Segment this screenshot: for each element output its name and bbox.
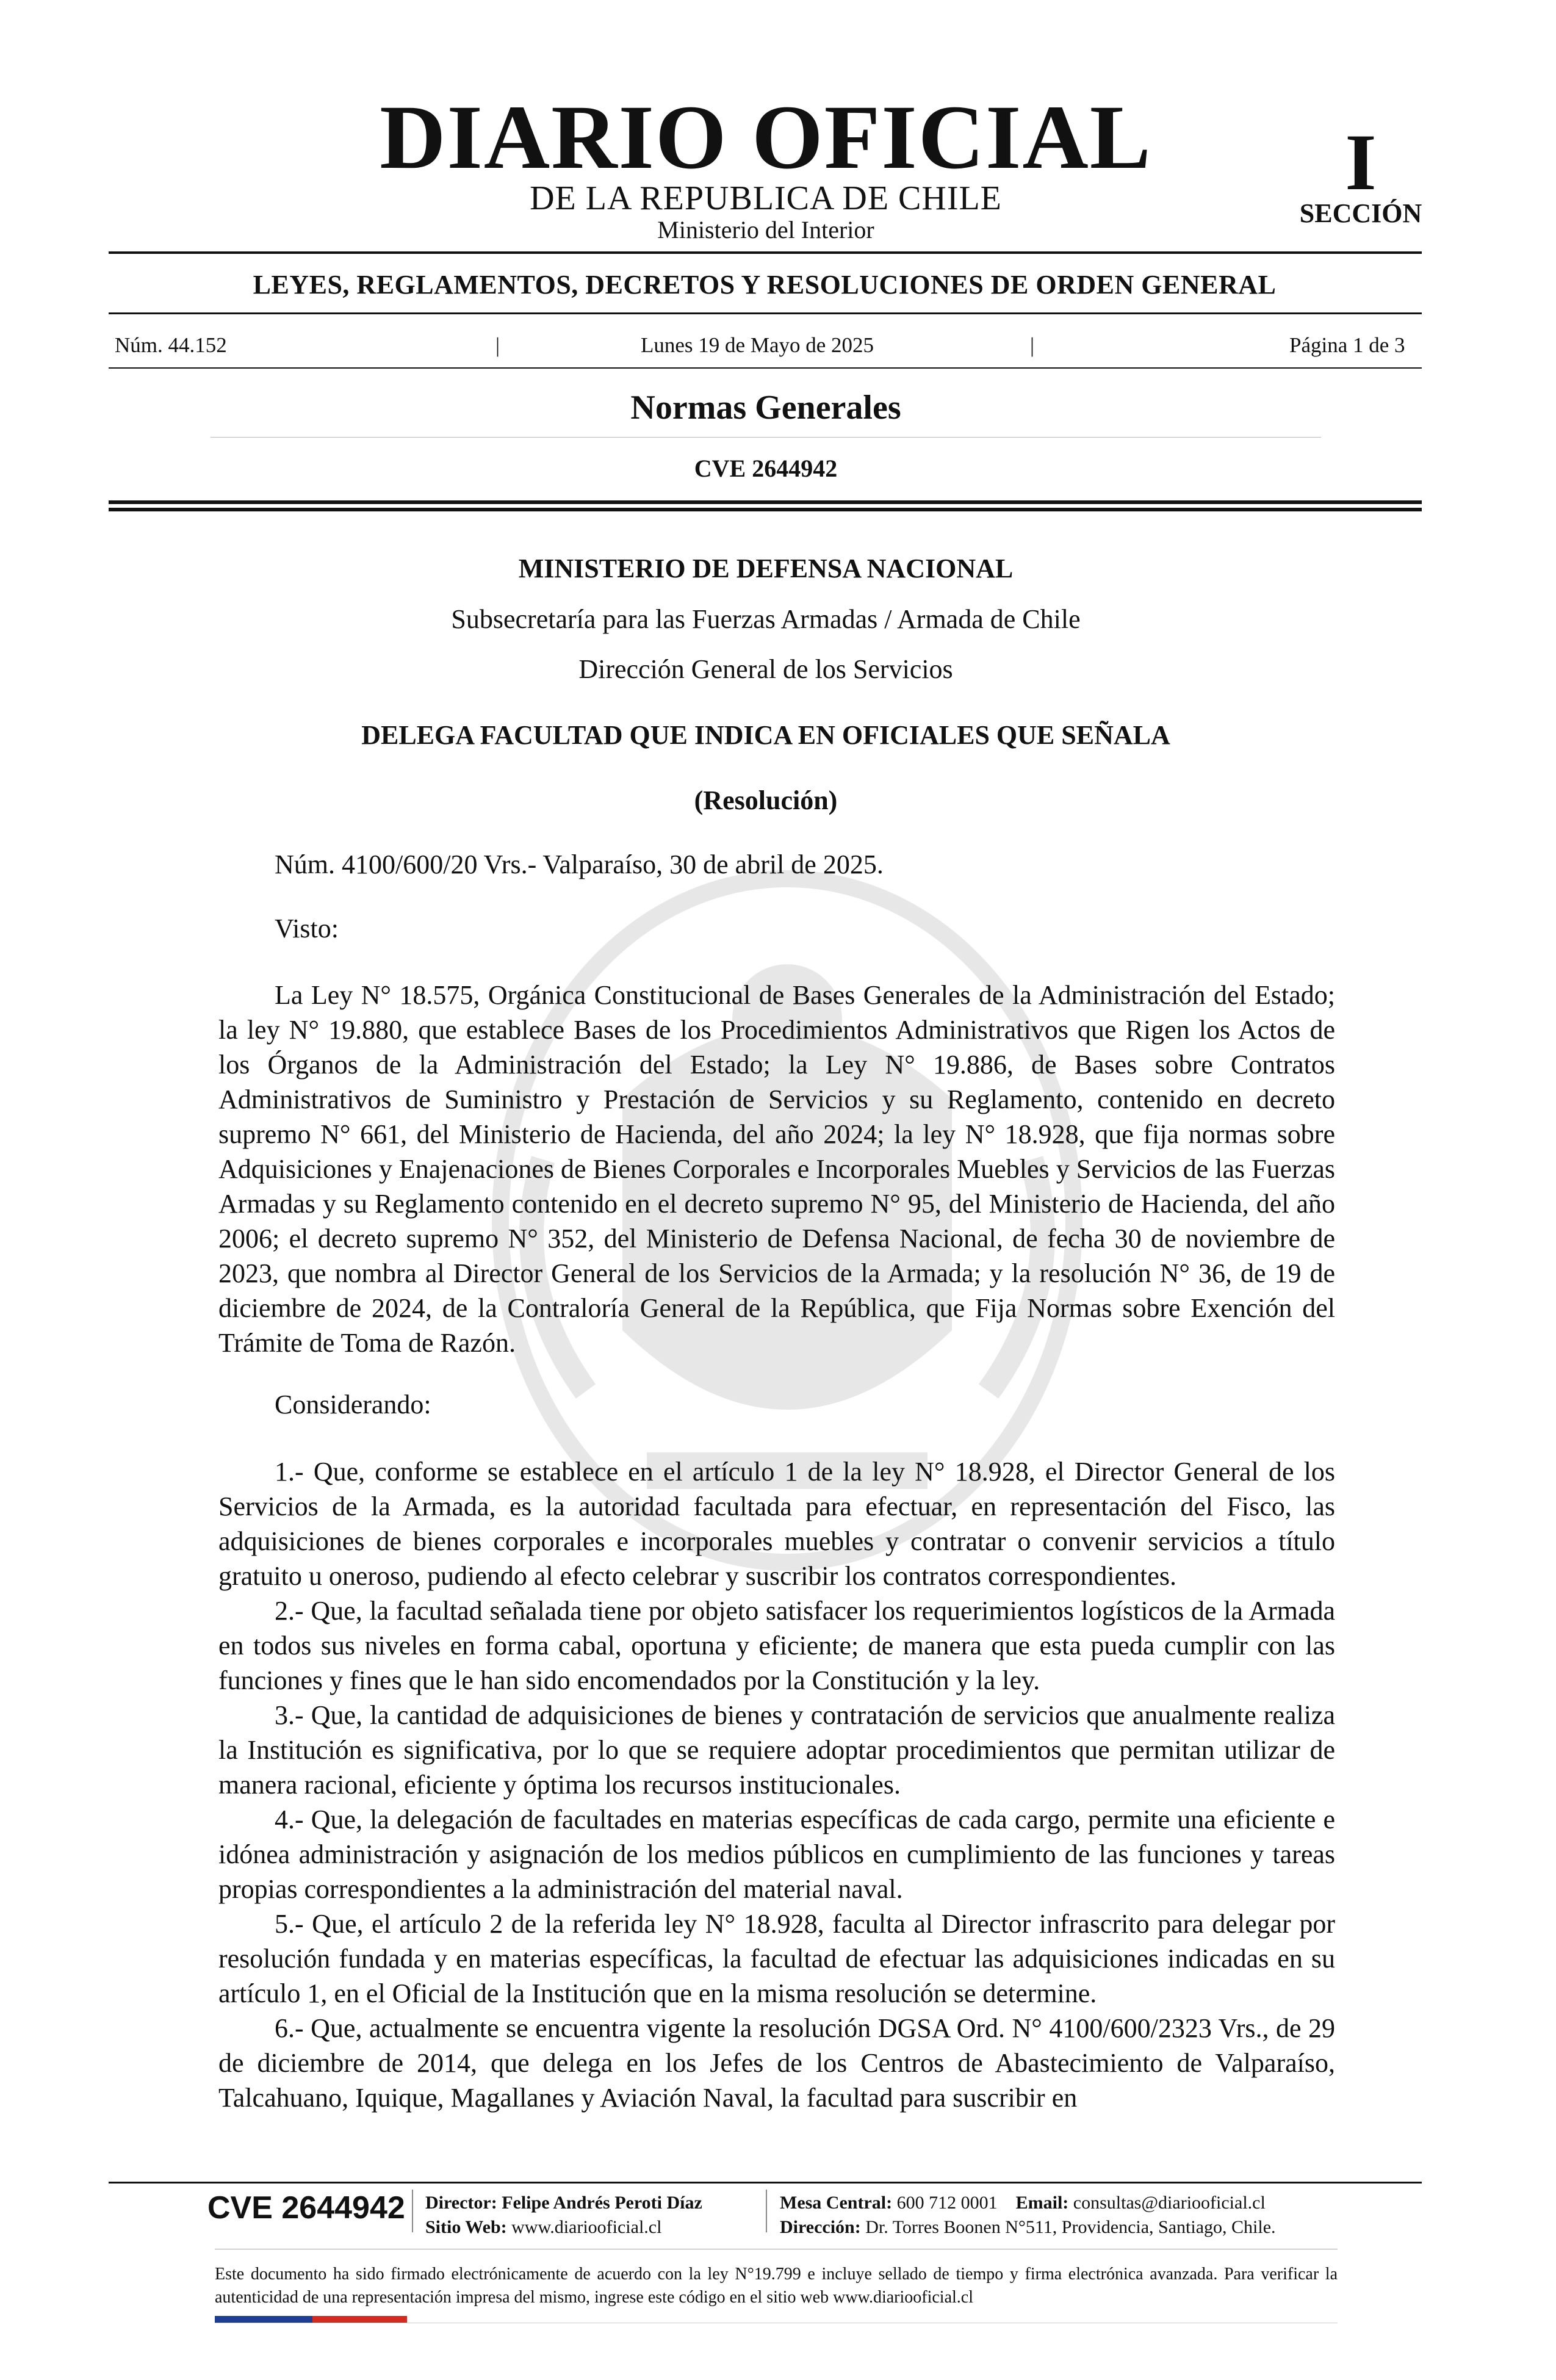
doc-number-line: Núm. 4100/600/20 Vrs.- Valparaíso, 30 de abril de 2025. xyxy=(275,849,884,879)
email-link[interactable]: consultas@diariooficial.cl xyxy=(1073,2193,1266,2213)
considerando-item: 3.- Que, la cantidad de adquisiciones de bienes y contratación de servicios que anualmente realiza la Institución es significativa, por lo que se requiere adoptar procedimientos que permitan utilizar de manera racional, eficiente y óptima los recursos institucionales. xyxy=(218,1700,1335,1800)
director-name: Felipe Andrés Peroti Díaz xyxy=(502,2193,702,2213)
address-text: Dr. Torres Boonen N°511, Providencia, Santiago, Chile. xyxy=(865,2217,1276,2237)
address-label: Dirección: xyxy=(780,2217,861,2237)
considerando-item: 4.- Que, la delegación de facultades en materias específicas de cada cargo, permite una eficiente e idónea administración y asignación de los medios públicos en cumplimiento de las funciones y tareas propias correspondientes a la administración del material naval. xyxy=(218,1805,1335,1904)
doc-type: (Resolución) xyxy=(694,785,838,815)
footer-cve: CVE 2644942 xyxy=(207,2190,405,2226)
visto-paragraph xyxy=(218,978,1335,1360)
web-link[interactable]: www.diariooficial.cl xyxy=(511,2217,662,2237)
mesa-phone: 600 712 0001 xyxy=(896,2193,998,2213)
issue-page: Página 1 de 3 xyxy=(1289,333,1405,357)
issue-rule-bottom xyxy=(109,367,1422,369)
thick-rule-1 xyxy=(109,500,1422,504)
masthead-ministry: Ministerio del Interior xyxy=(657,216,874,243)
footer-divider-2 xyxy=(766,2190,767,2232)
considerando-item: 1.- Que, conforme se establece en el artículo 1 de la ley N° 18.928, el Director General de los Servicios de la Armada, es la autoridad facultada para efectuar, en representación del Fisco, las adquisiciones de bienes corporales e incorporales muebles y contratar o convenir servicios a título gratuito u oneroso, pudiendo al efecto celebrar y suscribir los contratos correspondientes. xyxy=(218,1457,1335,1591)
footer-director-block xyxy=(425,2191,702,2240)
thick-rule-2 xyxy=(109,508,1422,511)
web-label: Sitio Web: xyxy=(425,2217,507,2237)
footer-divider-1 xyxy=(412,2190,413,2232)
section-number: I xyxy=(1345,117,1377,207)
masthead-title: DIARIO OFICIAL xyxy=(380,87,1152,188)
considerando-list xyxy=(218,1454,1335,2115)
masthead-subtitle: DE LA REPUBLICA DE CHILE xyxy=(530,179,1002,217)
footer-legal-text: Este documento ha sido firmado electrónicamente de acuerdo con la ley N°19.799 e incluye sellado de tiempo y firma electrónica avanzada. Para verificar la autenticidad de una representación impresa del mismo, ingrese este código en el sitio web www.diariooficial.cl xyxy=(215,2265,1338,2307)
heading-underline xyxy=(211,437,1321,438)
issue-number: Núm. 44.152 xyxy=(115,333,227,357)
cve-code: CVE 2644942 xyxy=(694,455,838,482)
email-label: Email: xyxy=(1015,2193,1069,2213)
doc-subsecretaria: Subsecretaría para las Fuerzas Armadas / Armada de Chile xyxy=(451,604,1081,634)
visto-label: Visto: xyxy=(275,914,339,943)
footer-contact-block xyxy=(780,2191,1276,2240)
doc-ministry: MINISTERIO DE DEFENSA NACIONAL xyxy=(518,554,1014,583)
section-heading: Normas Generales xyxy=(630,389,901,427)
director-label: Director: xyxy=(425,2193,497,2213)
considerando-item: 5.- Que, el artículo 2 de la referida ley N° 18.928, faculta al Director infrascrito para delegar por resolución fundada y en materias específicas, la facultad de efectuar las adquisiciones indicadas en su artículo 1, en el Oficial de la Institución que en la misma resolución se determine. xyxy=(218,1909,1335,2008)
considerando-label: Considerando: xyxy=(275,1390,431,1419)
banner-title: LEYES, REGLAMENTOS, DECRETOS Y RESOLUCIONES DE ORDEN GENERAL xyxy=(253,270,1277,300)
issue-date: Lunes 19 de Mayo de 2025 xyxy=(641,333,874,357)
masthead-rule-top xyxy=(109,251,1422,254)
section-word: SECCIÓN xyxy=(1299,198,1422,228)
banner-rule-bottom xyxy=(109,312,1422,314)
mesa-label: Mesa Central: xyxy=(780,2193,893,2213)
doc-title: DELEGA FACULTAD QUE INDICA EN OFICIALES QUE SEÑALA xyxy=(361,720,1170,750)
considerando-item: 2.- Que, la facultad señalada tiene por objeto satisfacer los requerimientos logísticos de la Armada en todos sus niveles en forma cabal, oportuna y eficiente; de manera que esta pueda cumplir con las funciones y fines que le han sido encomendados por la Constitución y la ley. xyxy=(218,1596,1335,1695)
visto-text: La Ley N° 18.575, Orgánica Constitucional de Bases Generales de la Administración del Estado; la ley N° 19.880, que establece Bases de los Procedimientos Administrativos que Rigen los Actos de los Órganos de la Administración del Estado; la Ley N° 19.886, de Bases sobre Contratos Administrativos de Suministro y Prestación de Servicios y su Reglamento, contenido en decreto supremo N° 661, del Ministerio de Hacienda, del año 2024; la ley N° 18.928, que fija normas sobre Adquisiciones y Enajenaciones de Bienes Corporales e Incorporales Muebles y Servicios de las Fuerzas Armadas y su Reglamento contenido en el decreto supremo N° 95, del Ministerio de Hacienda, del año 2006; el decreto supremo N° 352, del Ministerio de Defensa Nacional, de fecha 30 de noviembre de 2023, que nombra al Director General de los Servicios de la Armada; y la resolución N° 36, de 19 de diciembre de 2024, de la Contraloría General de la República, que Fija Normas sobre Exención del Trámite de Toma de Razón. xyxy=(218,980,1335,1358)
issue-separator-left: | xyxy=(495,333,500,357)
considerando-item: 6.- Que, actualmente se encuentra vigente la resolución DGSA Ord. N° 4100/600/2323 Vrs., de 29 de diciembre de 2014, que delega en los Jefes de los Centros de Abastecimiento de Valparaíso, Talcahuano, Iquique, Magallanes y Aviación Naval, la facultad para suscribir en xyxy=(218,2013,1335,2113)
footer-rule xyxy=(109,2182,1422,2183)
issue-separator-right: | xyxy=(1030,333,1035,357)
doc-direccion: Dirección General de los Servicios xyxy=(578,654,953,684)
